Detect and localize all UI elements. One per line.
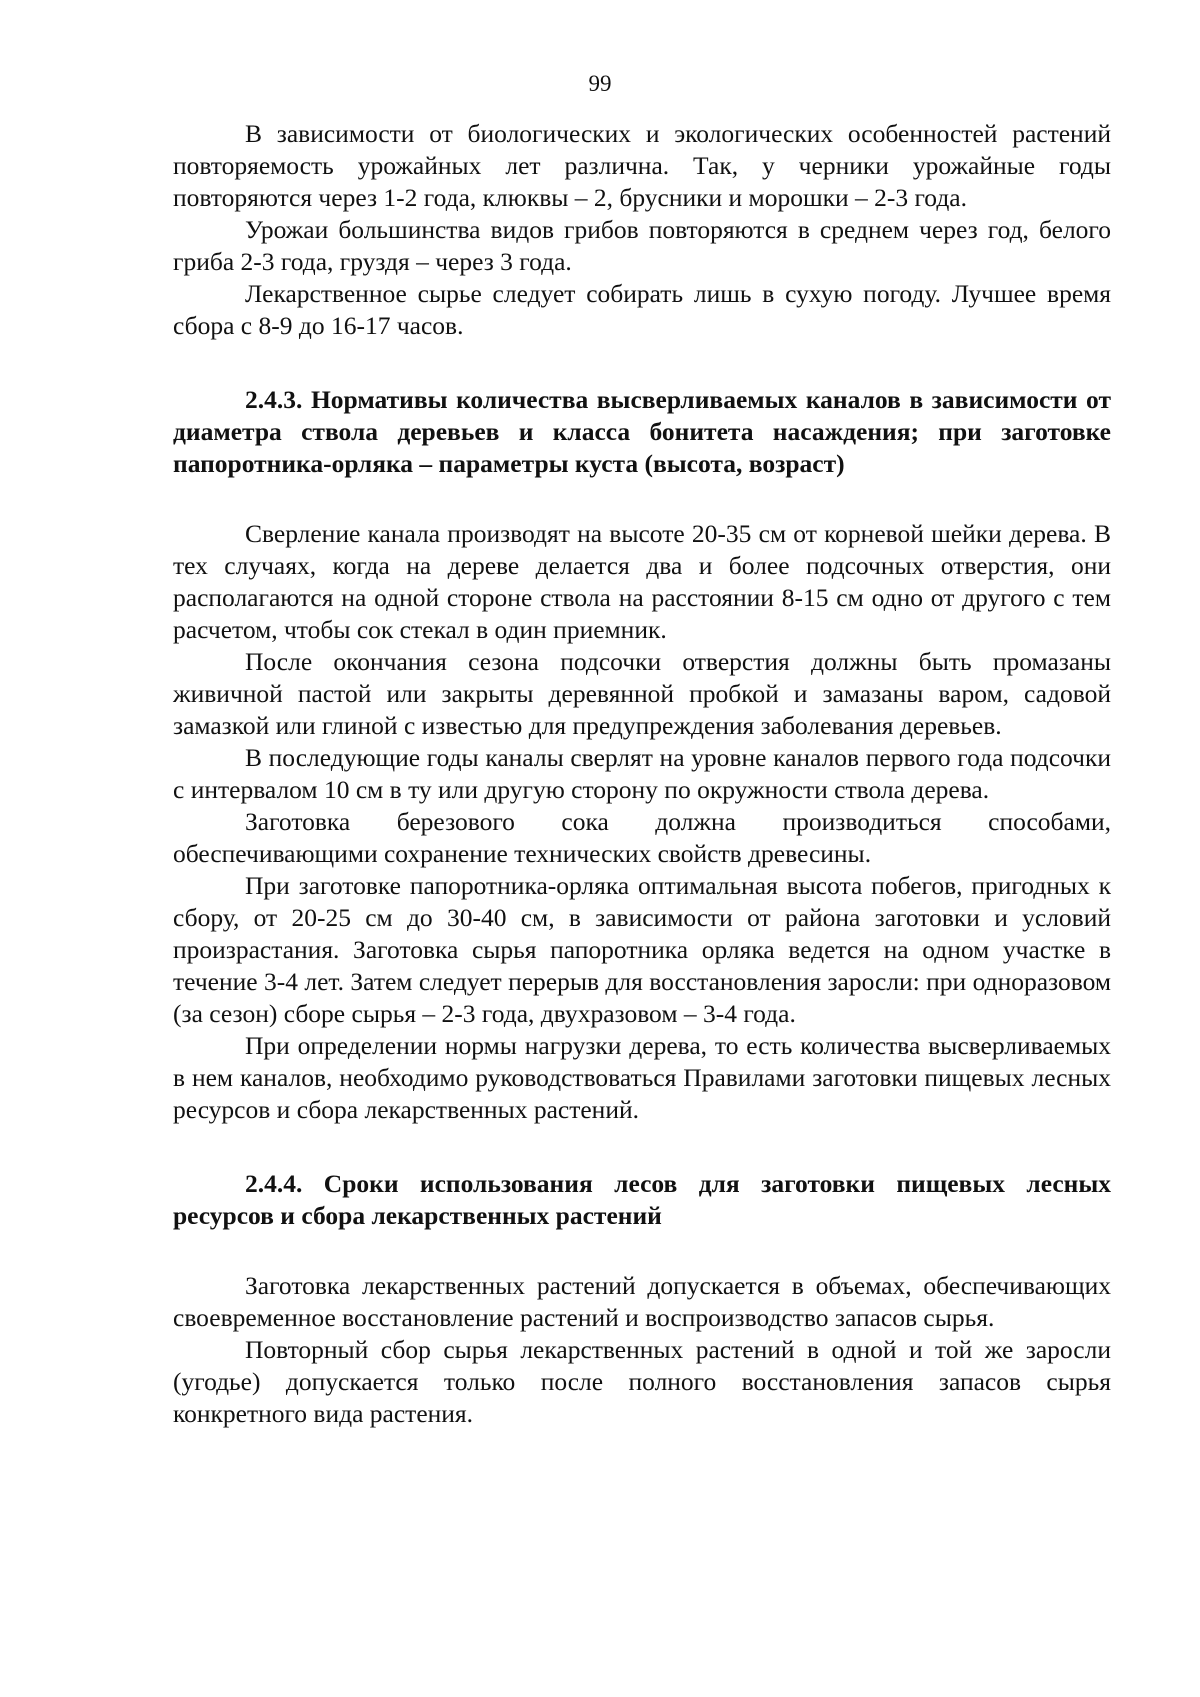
paragraph: Лекарственное сырье следует собирать лишь в сухую погоду. Лучшее время сбора с 8-9 до 16-17 часов. [173, 279, 1111, 340]
spacer [173, 480, 1111, 518]
page-content [173, 118, 1111, 1430]
paragraph: После окончания сезона подсочки отверстия должны быть промазаны живичной пастой или закрыты деревянной пробкой и замазаны варом, садовой замазкой или глиной с известью для предупреждения заболевания деревьев. [173, 647, 1111, 740]
spacer [173, 1126, 1111, 1168]
paragraph: Заготовка лекарственных растений допускается в объемах, обеспечивающих своевременное восстановление растений и воспроизводство запасов сырья. [173, 1271, 1111, 1332]
spacer [173, 342, 1111, 384]
section-heading-2-4-4: 2.4.4. Сроки использования лесов для заготовки пищевых лесных ресурсов и сбора лекарственных растений [173, 1169, 1111, 1230]
section-heading-2-4-3: 2.4.3. Нормативы количества высверливаемых каналов в зависимости от диаметра ствола деревьев и класса бонитета насаждения; при заготовке папоротника-орляка – параметры куста (высота, возраст) [173, 385, 1111, 478]
page-number: 99 [588, 71, 612, 96]
paragraph: В последующие годы каналы сверлят на уровне каналов первого года подсочки с интервалом 10 см в ту или другую сторону по окружности ствола дерева. [173, 743, 1111, 804]
paragraph: В зависимости от биологических и экологических особенностей растений повторяемость урожайных лет различна. Так, у черники урожайные годы повторяются через 1-2 года, клюквы – 2, брусники и морошки – 2-3 года. [173, 119, 1111, 212]
paragraph: Повторный сбор сырья лекарственных растений в одной и той же заросли (угодье) допускается только после полного восстановления запасов сырья конкретного вида растения. [173, 1335, 1111, 1428]
paragraph: Сверление канала производят на высоте 20-35 см от корневой шейки дерева. В тех случаях, когда на дереве делается два и более подсочных отверстия, они располагаются на одной стороне ствола на расстоянии 8-15 см одно от другого с тем расчетом, чтобы сок стекал в один приемник. [173, 519, 1111, 644]
paragraph: Заготовка березового сока должна производиться способами, обеспечивающими сохранение технических свойств древесины. [173, 807, 1111, 868]
paragraph: Урожаи большинства видов грибов повторяются в среднем через год, белого гриба 2-3 года, груздя – через 3 года. [173, 215, 1111, 276]
paragraph: При определении нормы нагрузки дерева, то есть количества высверливаемых в нем каналов, необходимо руководствоваться Правилами заготовки пищевых лесных ресурсов и сбора лекарственных растений. [173, 1031, 1111, 1124]
paragraph: При заготовке папоротника-орляка оптимальная высота побегов, пригодных к сбору, от 20-25 см до 30-40 см, в зависимости от района заготовки и условий произрастания. Заготовка сырья папоротника орляка ведется на одном участке в течение 3-4 лет. Затем следует перерыв для восстановления заросли: при одноразовом (за сезон) сборе сырья – 2-3 года, двухразовом – 3-4 года. [173, 871, 1111, 1028]
spacer [173, 1232, 1111, 1270]
